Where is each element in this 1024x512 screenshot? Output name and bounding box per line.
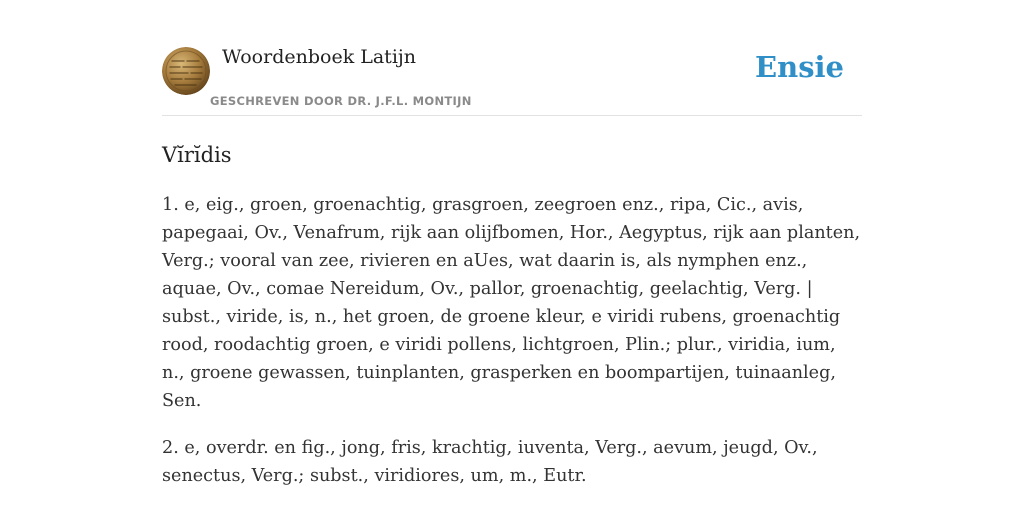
header — [162, 40, 862, 116]
definition-1: 1. e, eig., groen, groenachtig, grasgroen, zeegroen enz., ripa, Cic., avis, papegaai, Ov., Venafrum, rijk aan olijfbomen, Hor., Aegyptus, rijk aan planten, Verg.; vooral van zee, rivieren en aUes, wat daarin is, als nymphen enz., aquae, Ov., comae Nereidum, Ov., pallor, groenachtig, geelachtig, Verg. | subst., viride, is, n., het groen, de groene kleur, e viridi rubens, groenachtig rood, roodachtig groen, e viridi pollens, lichtgroen, Plin.; plur., viridia, ium, n., groene gewassen, tuinplanten, grasperken en boompartijen, tuinaanleg, Sen. — [162, 195, 861, 411]
author-byline: GESCHREVEN DOOR DR. J.F.L. MONTIJN — [210, 94, 472, 108]
coin-avatar-icon[interactable] — [162, 47, 210, 95]
ensie-logo[interactable]: Ensie — [755, 50, 844, 84]
definition-2: 2. e, overdr. en fig., jong, fris, krachtig, iuventa, Verg., aevum, jeugd, Ov., senectus, Verg.; subst., viridiores, um, m., Eutr. — [162, 438, 818, 486]
entry-title: Vĭrĭdis — [162, 143, 232, 167]
dictionary-title[interactable]: Woordenboek Latijn — [222, 46, 417, 68]
page-container — [162, 40, 862, 490]
